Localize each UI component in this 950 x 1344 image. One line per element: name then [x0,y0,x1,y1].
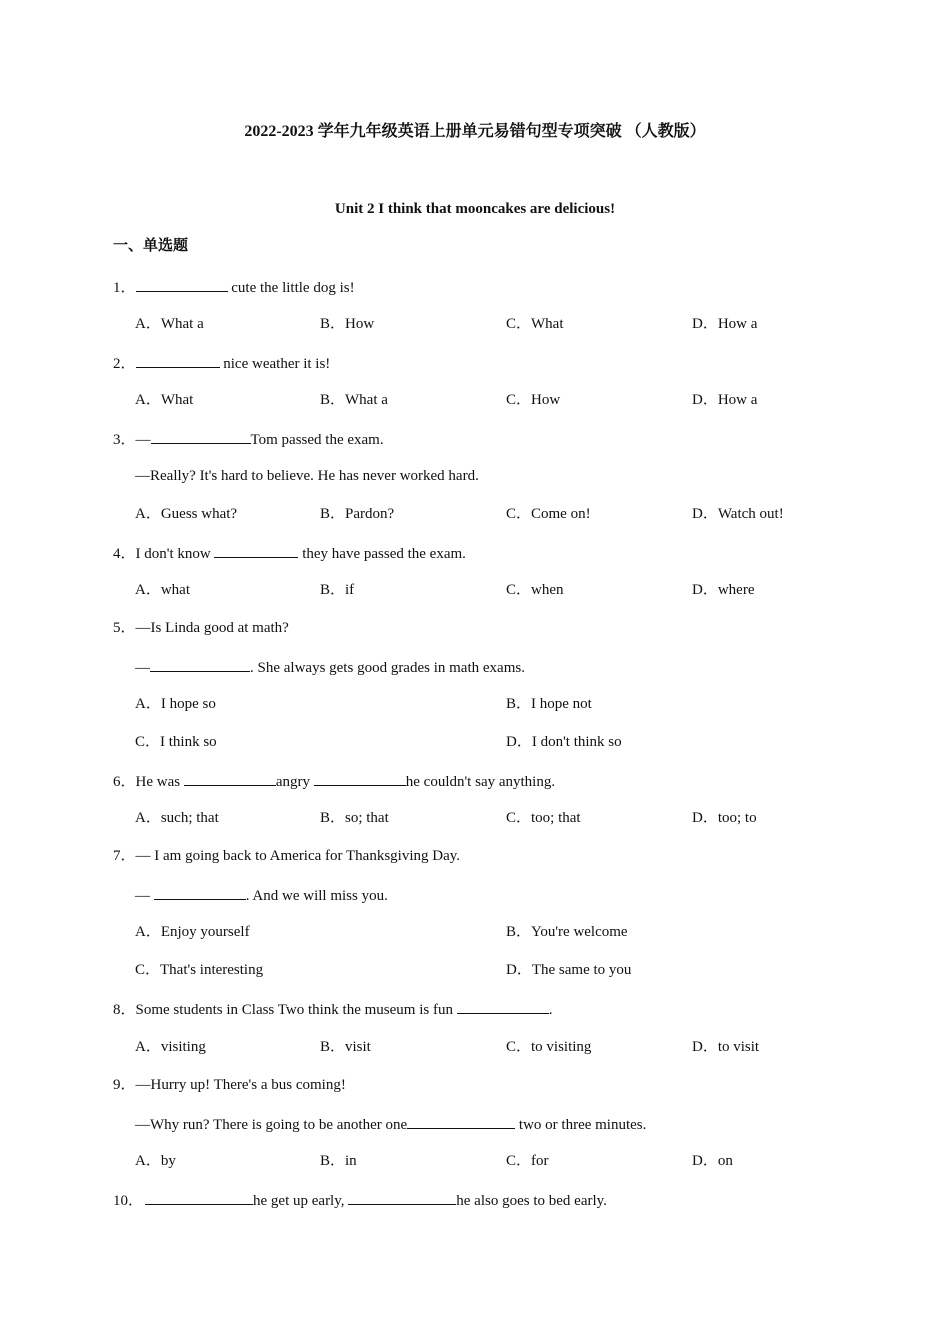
question-7-reply: — . And we will miss you. [135,884,388,906]
option-c: C．for [506,1153,549,1169]
option-b: B．visit [320,1039,371,1055]
question-2: 2． nice weather it is! [113,352,330,374]
unit-subtitle: Unit 2 I think that mooncakes are delicious! [334,201,616,217]
section-heading: 一、单选题 [113,238,189,254]
answer-blank [154,884,246,900]
question-7: 7．— I am going back to America for Thanksgiving Day. [113,848,461,864]
option-c: C．That's interesting [135,962,264,978]
question-9-reply: —Why run? There is going to be another one two or three minutes. [135,1113,646,1135]
option-c: C．What [506,316,564,332]
option-c: C．when [506,582,564,598]
option-c: C．How [506,392,561,408]
option-a: A．by [135,1153,176,1169]
answer-blank [150,656,250,672]
option-d: D．too; to [692,810,757,826]
question-5: 5．—Is Linda good at math? [113,620,289,636]
option-a: A．What a [135,316,204,332]
answer-blank [136,276,228,292]
question-number: 7． [113,848,136,864]
option-a: A．What [135,392,194,408]
answer-blank [348,1189,456,1205]
option-b: B．if [320,582,355,598]
option-b: B．Pardon? [320,506,395,522]
question-4: 4．I don't know they have passed the exam. [113,542,466,564]
option-d: D．How a [692,392,758,408]
question-3: 3．— Tom passed the exam. [113,428,384,450]
question-number: 5． [113,620,136,636]
option-b: B．You're welcome [506,924,628,940]
question-6: 6．He was angry he couldn't say anything. [113,770,555,792]
option-d: D．where [692,582,755,598]
answer-blank [407,1113,515,1129]
option-a: A．visiting [135,1039,206,1055]
question-number: 3． [113,432,136,448]
question-1: 1． cute the little dog is! [113,276,355,298]
answer-blank [151,428,251,444]
option-a: A．Guess what? [135,506,238,522]
question-10: 10． he get up early, he also goes to bed early. [113,1189,607,1211]
option-d: D．to visit [692,1039,760,1055]
question-number: 6． [113,774,136,790]
answer-blank [457,998,549,1014]
option-c: C．too; that [506,810,581,826]
question-number: 10． [113,1193,144,1209]
option-c: C．to visiting [506,1039,592,1055]
question-number: 2． [113,356,136,372]
option-a: A．I hope so [135,696,216,712]
option-d: D．on [692,1153,733,1169]
option-b: B．What a [320,392,388,408]
option-d: D．How a [692,316,758,332]
option-d: D．Watch out! [692,506,784,522]
option-a: A．such; that [135,810,219,826]
option-a: A．what [135,582,190,598]
option-b: B．so; that [320,810,389,826]
question-number: 8． [113,1002,136,1018]
option-d: D．The same to you [506,962,632,978]
question-number: 9． [113,1077,136,1093]
answer-blank [145,1189,253,1205]
option-c: C．Come on! [506,506,591,522]
option-b: B．in [320,1153,357,1169]
answer-blank [214,542,298,558]
answer-blank [314,770,406,786]
option-b: B．I hope not [506,696,592,712]
answer-blank [136,352,220,368]
answer-blank [184,770,276,786]
option-b: B．How [320,316,375,332]
option-a: A．Enjoy yourself [135,924,250,940]
question-9: 9．—Hurry up! There's a bus coming! [113,1077,346,1093]
question-number: 4． [113,546,136,562]
question-number: 1． [113,280,136,296]
document-title: 2022-2023 学年九年级英语上册单元易错句型专项突破 （人教版） [244,123,706,140]
question-8: 8．Some students in Class Two think the museum is fun . [113,998,552,1020]
option-c: C．I think so [135,734,217,750]
question-3-reply: —Really? It's hard to believe. He has never worked hard. [135,468,479,484]
option-d: D．I don't think so [506,734,622,750]
question-5-reply: — . She always gets good grades in math exams. [135,656,525,678]
